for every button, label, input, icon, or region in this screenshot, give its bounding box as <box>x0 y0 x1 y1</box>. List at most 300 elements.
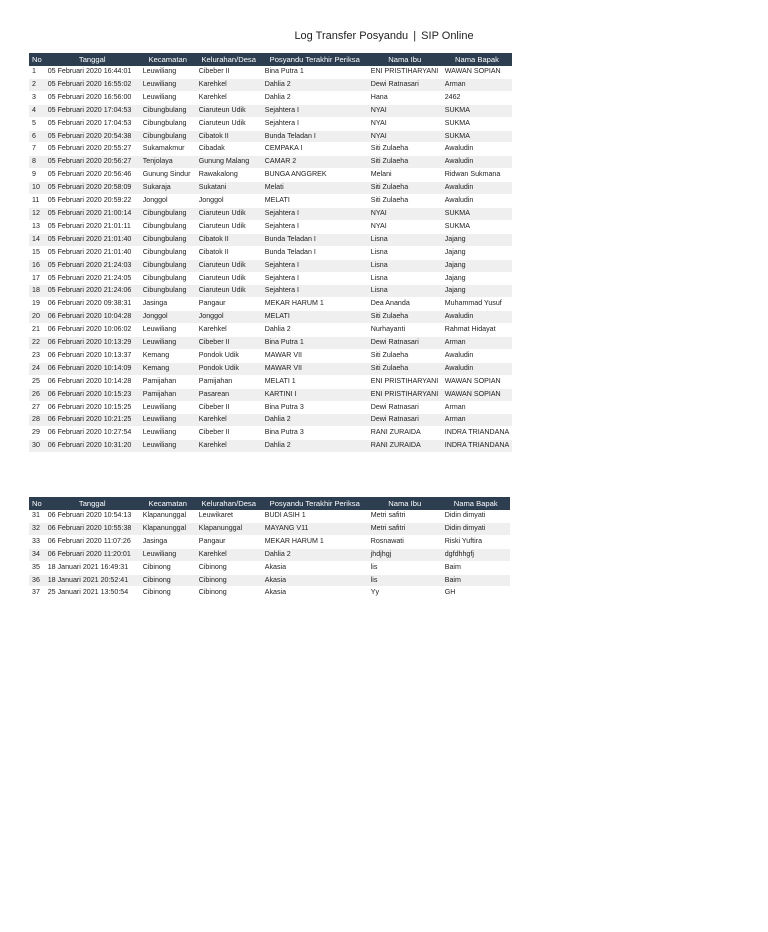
table-row <box>29 169 512 182</box>
cell-kelurahan: Cibadak <box>196 143 262 156</box>
cell-tanggal: 18 Januari 2021 16:49:31 <box>45 561 140 574</box>
cell-kecamatan: Jonggol <box>140 311 196 324</box>
cell-kelurahan: Cibatok II <box>196 130 262 143</box>
cell-nama-ibu: Siti Zulaeha <box>368 143 442 156</box>
cell-posyandu: MEKAR HARUM 1 <box>262 535 368 548</box>
cell-kelurahan: Karehkel <box>196 440 262 453</box>
cell-nama-bapak: SUKMA <box>442 130 513 143</box>
column-header-kecamatan: Kecamatan <box>140 53 196 66</box>
column-header-kecamatan: Kecamatan <box>140 497 196 510</box>
cell-posyandu: MAYANG V11 <box>262 522 368 535</box>
cell-tanggal: 18 Januari 2021 20:52:41 <box>45 574 140 587</box>
cell-tanggal: 05 Februari 2020 21:24:03 <box>45 259 140 272</box>
cell-no: 14 <box>29 233 45 246</box>
cell-no: 13 <box>29 220 45 233</box>
cell-nama-ibu: Metri safitri <box>368 522 442 535</box>
cell-nama-bapak: Awaludin <box>442 195 513 208</box>
cell-nama-ibu: Hana <box>368 91 442 104</box>
cell-kelurahan: Karehkel <box>196 78 262 91</box>
cell-posyandu: Bunda Teladan I <box>262 246 368 259</box>
cell-no: 29 <box>29 427 45 440</box>
cell-nama-bapak: Awaludin <box>442 311 513 324</box>
cell-tanggal: 06 Februari 2020 10:14:09 <box>45 362 140 375</box>
cell-posyandu: Akasia <box>262 561 368 574</box>
table-row <box>29 272 512 285</box>
cell-tanggal: 05 Februari 2020 20:58:09 <box>45 182 140 195</box>
table-row <box>29 414 512 427</box>
cell-kelurahan: Cibinong <box>196 561 262 574</box>
cell-kecamatan: Cibinong <box>140 587 196 600</box>
cell-kecamatan: Leuwiliang <box>140 427 196 440</box>
cell-nama-bapak: SUKMA <box>442 104 513 117</box>
cell-posyandu: Bina Putra 1 <box>262 66 368 78</box>
cell-tanggal: 05 Februari 2020 21:00:14 <box>45 207 140 220</box>
cell-posyandu: Dahlia 2 <box>262 440 368 453</box>
cell-kelurahan: Leuwikaret <box>196 510 262 522</box>
cell-kelurahan: Gunung Malang <box>196 156 262 169</box>
cell-tanggal: 05 Februari 2020 20:56:27 <box>45 156 140 169</box>
table-row <box>29 375 512 388</box>
cell-tanggal: 06 Februari 2020 10:04:28 <box>45 311 140 324</box>
cell-kelurahan: Karehkel <box>196 91 262 104</box>
cell-nama-ibu: ENI PRISTIHARYANI <box>368 388 442 401</box>
cell-no: 35 <box>29 561 45 574</box>
cell-nama-ibu: Dea Ananda <box>368 298 442 311</box>
cell-no: 30 <box>29 440 45 453</box>
cell-kecamatan: Pamijahan <box>140 375 196 388</box>
log-table-2 <box>29 497 510 600</box>
cell-kelurahan: Ciaruteun Udik <box>196 104 262 117</box>
cell-kecamatan: Cibungbulang <box>140 246 196 259</box>
cell-posyandu: KARTINI I <box>262 388 368 401</box>
table-row <box>29 548 510 561</box>
cell-kelurahan: Cibatok II <box>196 233 262 246</box>
cell-no: 16 <box>29 259 45 272</box>
table-row <box>29 298 512 311</box>
cell-nama-bapak: SUKMA <box>442 207 513 220</box>
cell-kelurahan: Cibinong <box>196 587 262 600</box>
cell-kecamatan: Leuwiliang <box>140 440 196 453</box>
cell-tanggal: 05 Februari 2020 17:04:53 <box>45 117 140 130</box>
cell-nama-bapak: Arman <box>442 414 513 427</box>
cell-posyandu: MAWAR VII <box>262 362 368 375</box>
cell-no: 8 <box>29 156 45 169</box>
cell-kecamatan: Leuwiliang <box>140 324 196 337</box>
cell-no: 18 <box>29 285 45 298</box>
cell-kecamatan: Cibungbulang <box>140 272 196 285</box>
cell-no: 25 <box>29 375 45 388</box>
cell-kelurahan: Ciaruteun Udik <box>196 207 262 220</box>
cell-kelurahan: Cibatok II <box>196 246 262 259</box>
cell-tanggal: 06 Februari 2020 10:06:02 <box>45 324 140 337</box>
cell-kelurahan: Pamijahan <box>196 375 262 388</box>
cell-kecamatan: Klapanunggal <box>140 510 196 522</box>
cell-nama-bapak: Ridwan Sukmana <box>442 169 513 182</box>
cell-kelurahan: Pangaur <box>196 298 262 311</box>
table-row <box>29 220 512 233</box>
cell-tanggal: 06 Februari 2020 10:14:28 <box>45 375 140 388</box>
cell-tanggal: 06 Februari 2020 09:38:31 <box>45 298 140 311</box>
cell-nama-ibu: ENI PRISTIHARYANI <box>368 375 442 388</box>
cell-no: 24 <box>29 362 45 375</box>
cell-tanggal: 05 Februari 2020 21:01:11 <box>45 220 140 233</box>
cell-nama-ibu: Siti Zulaeha <box>368 349 442 362</box>
cell-nama-bapak: INDRA TRIANDANA <box>442 427 513 440</box>
cell-kecamatan: Kemang <box>140 362 196 375</box>
cell-tanggal: 05 Februari 2020 20:59:22 <box>45 195 140 208</box>
cell-posyandu: CAMAR 2 <box>262 156 368 169</box>
cell-kecamatan: Cibungbulang <box>140 233 196 246</box>
cell-no: 15 <box>29 246 45 259</box>
table-row <box>29 207 512 220</box>
cell-kecamatan: Leuwiliang <box>140 66 196 78</box>
title-separator: | <box>413 30 417 42</box>
cell-tanggal: 05 Februari 2020 17:04:53 <box>45 104 140 117</box>
table-row <box>29 427 512 440</box>
cell-nama-bapak: SUKMA <box>442 220 513 233</box>
cell-no: 22 <box>29 337 45 350</box>
cell-kecamatan: Leuwiliang <box>140 414 196 427</box>
cell-posyandu: Dahlia 2 <box>262 324 368 337</box>
cell-nama-bapak: Jajang <box>442 272 513 285</box>
cell-nama-bapak: Muhammad Yusuf <box>442 298 513 311</box>
column-header-nama-bapak: Nama Bapak <box>442 53 513 66</box>
cell-kecamatan: Sukaraja <box>140 182 196 195</box>
table-row <box>29 78 512 91</box>
cell-no: 31 <box>29 510 45 522</box>
cell-nama-bapak: Jajang <box>442 233 513 246</box>
cell-nama-bapak: Awaludin <box>442 143 513 156</box>
cell-tanggal: 05 Februari 2020 21:24:05 <box>45 272 140 285</box>
cell-nama-ibu: Rosnawati <box>368 535 442 548</box>
cell-no: 1 <box>29 66 45 78</box>
cell-tanggal: 06 Februari 2020 10:15:25 <box>45 401 140 414</box>
cell-kelurahan: Pondok Udik <box>196 362 262 375</box>
table-row <box>29 195 512 208</box>
cell-kecamatan: Sukamakmur <box>140 143 196 156</box>
cell-nama-bapak: Awaludin <box>442 182 513 195</box>
cell-no: 19 <box>29 298 45 311</box>
cell-kelurahan: Rawakalong <box>196 169 262 182</box>
cell-no: 3 <box>29 91 45 104</box>
cell-nama-ibu: NYAI <box>368 104 442 117</box>
cell-nama-ibu: NYAI <box>368 220 442 233</box>
cell-posyandu: BUNGA ANGGREK <box>262 169 368 182</box>
cell-no: 11 <box>29 195 45 208</box>
cell-tanggal: 06 Februari 2020 10:27:54 <box>45 427 140 440</box>
table-row <box>29 574 510 587</box>
cell-nama-bapak: Rahmat Hidayat <box>442 324 513 337</box>
cell-nama-ibu: Siti Zulaeha <box>368 156 442 169</box>
table-row <box>29 587 510 600</box>
cell-kecamatan: Cibungbulang <box>140 130 196 143</box>
table-row <box>29 522 510 535</box>
table-row <box>29 156 512 169</box>
column-header-nama-ibu: Nama Ibu <box>368 53 442 66</box>
cell-posyandu: Bina Putra 3 <box>262 427 368 440</box>
cell-posyandu: Bina Putra 1 <box>262 337 368 350</box>
page-title-app: SIP Online <box>421 30 474 42</box>
table-row <box>29 510 510 522</box>
cell-tanggal: 05 Februari 2020 20:55:27 <box>45 143 140 156</box>
cell-nama-ibu: Siti Zulaeha <box>368 195 442 208</box>
cell-kelurahan: Karehkel <box>196 414 262 427</box>
cell-posyandu: Bunda Teladan I <box>262 130 368 143</box>
cell-posyandu: Sejahtera I <box>262 285 368 298</box>
cell-tanggal: 06 Februari 2020 10:13:29 <box>45 337 140 350</box>
table-row <box>29 561 510 574</box>
cell-kelurahan: Jonggol <box>196 311 262 324</box>
cell-kelurahan: Sukatani <box>196 182 262 195</box>
cell-kecamatan: Gunung Sindur <box>140 169 196 182</box>
cell-kelurahan: Karehkel <box>196 548 262 561</box>
cell-nama-ibu: Lisna <box>368 246 442 259</box>
column-header-tanggal: Tanggal <box>45 53 140 66</box>
cell-kecamatan: Leuwiliang <box>140 78 196 91</box>
cell-tanggal: 05 Februari 2020 21:24:06 <box>45 285 140 298</box>
cell-nama-ibu: Dewi Ratnasari <box>368 337 442 350</box>
cell-posyandu: Akasia <box>262 574 368 587</box>
cell-nama-ibu: RANI ZURAIDA <box>368 440 442 453</box>
cell-no: 32 <box>29 522 45 535</box>
table-row <box>29 130 512 143</box>
cell-no: 27 <box>29 401 45 414</box>
table-row <box>29 349 512 362</box>
table-row <box>29 143 512 156</box>
column-header-no: No <box>29 53 45 66</box>
cell-posyandu: MELATI 1 <box>262 375 368 388</box>
cell-no: 7 <box>29 143 45 156</box>
cell-tanggal: 06 Februari 2020 10:21:25 <box>45 414 140 427</box>
cell-kecamatan: Leuwiliang <box>140 337 196 350</box>
cell-nama-ibu: Melani <box>368 169 442 182</box>
cell-nama-bapak: Didin dimyati <box>442 522 510 535</box>
cell-kecamatan: Tenjolaya <box>140 156 196 169</box>
cell-nama-ibu: NYAI <box>368 130 442 143</box>
column-header-posyandu: Posyandu Terakhir Periksa <box>262 497 368 510</box>
table-row <box>29 66 512 78</box>
column-header-tanggal: Tanggal <box>45 497 140 510</box>
cell-nama-ibu: Siti Zulaeha <box>368 311 442 324</box>
cell-posyandu: Dahlia 2 <box>262 78 368 91</box>
cell-nama-bapak: Arman <box>442 337 513 350</box>
cell-posyandu: Akasia <box>262 587 368 600</box>
cell-nama-bapak: Riski Yuftira <box>442 535 510 548</box>
table-row <box>29 104 512 117</box>
cell-kelurahan: Cibeber II <box>196 401 262 414</box>
cell-kelurahan: Pasarean <box>196 388 262 401</box>
cell-nama-bapak: Jajang <box>442 246 513 259</box>
cell-tanggal: 06 Februari 2020 11:20:01 <box>45 548 140 561</box>
cell-nama-ibu: Siti Zulaeha <box>368 362 442 375</box>
cell-kelurahan: Pondok Udik <box>196 349 262 362</box>
cell-kelurahan: Ciaruteun Udik <box>196 117 262 130</box>
cell-nama-ibu: Dewi Ratnasari <box>368 78 442 91</box>
cell-kecamatan: Cibungbulang <box>140 259 196 272</box>
cell-kelurahan: Cibeber II <box>196 337 262 350</box>
cell-no: 4 <box>29 104 45 117</box>
cell-kelurahan: Jonggol <box>196 195 262 208</box>
cell-tanggal: 06 Februari 2020 10:54:13 <box>45 510 140 522</box>
cell-nama-bapak: WAWAN SOPIAN <box>442 388 513 401</box>
cell-posyandu: MELATI <box>262 311 368 324</box>
cell-no: 36 <box>29 574 45 587</box>
cell-no: 33 <box>29 535 45 548</box>
cell-no: 34 <box>29 548 45 561</box>
cell-kecamatan: Cibungbulang <box>140 285 196 298</box>
cell-kelurahan: Ciaruteun Udik <box>196 285 262 298</box>
cell-posyandu: Sejahtera I <box>262 104 368 117</box>
cell-tanggal: 25 Januari 2021 13:50:54 <box>45 587 140 600</box>
cell-nama-ibu: ENI PRISTIHARYANI <box>368 66 442 78</box>
cell-no: 17 <box>29 272 45 285</box>
cell-kelurahan: Karehkel <box>196 324 262 337</box>
column-header-nama-bapak: Nama Bapak <box>442 497 510 510</box>
cell-kecamatan: Pamijahan <box>140 388 196 401</box>
cell-no: 12 <box>29 207 45 220</box>
table-body <box>29 66 512 453</box>
cell-no: 26 <box>29 388 45 401</box>
cell-nama-bapak: Awaludin <box>442 349 513 362</box>
table-row <box>29 182 512 195</box>
cell-posyandu: Dahlia 2 <box>262 548 368 561</box>
cell-no: 21 <box>29 324 45 337</box>
cell-nama-ibu: Lisna <box>368 259 442 272</box>
table-row <box>29 246 512 259</box>
table-row <box>29 388 512 401</box>
cell-kecamatan: Cibinong <box>140 561 196 574</box>
cell-nama-bapak: Baim <box>442 574 510 587</box>
cell-kelurahan: Ciaruteun Udik <box>196 272 262 285</box>
column-header-posyandu: Posyandu Terakhir Periksa <box>262 53 368 66</box>
cell-kelurahan: Klapanunggal <box>196 522 262 535</box>
cell-no: 5 <box>29 117 45 130</box>
cell-nama-ibu: lis <box>368 574 442 587</box>
cell-nama-bapak: INDRA TRIANDANA <box>442 440 513 453</box>
cell-posyandu: MAWAR VII <box>262 349 368 362</box>
cell-no: 2 <box>29 78 45 91</box>
column-header-kelurahan: Kelurahan/Desa <box>196 497 262 510</box>
cell-posyandu: Sejahtera I <box>262 220 368 233</box>
cell-nama-ibu: Dewi Ratnasari <box>368 414 442 427</box>
cell-kecamatan: Jasinga <box>140 298 196 311</box>
log-table-1 <box>29 53 512 453</box>
cell-kecamatan: Cibungbulang <box>140 117 196 130</box>
table-row <box>29 324 512 337</box>
cell-kecamatan: Leuwiliang <box>140 401 196 414</box>
cell-nama-ibu: Lisna <box>368 233 442 246</box>
cell-kecamatan: Jasinga <box>140 535 196 548</box>
cell-posyandu: Bunda Teladan I <box>262 233 368 246</box>
cell-no: 20 <box>29 311 45 324</box>
cell-nama-ibu: Nurhayanti <box>368 324 442 337</box>
cell-nama-bapak: GH <box>442 587 510 600</box>
cell-no: 6 <box>29 130 45 143</box>
cell-kecamatan: Cibinong <box>140 574 196 587</box>
cell-kecamatan: Kemang <box>140 349 196 362</box>
cell-posyandu: MEKAR HARUM 1 <box>262 298 368 311</box>
cell-nama-ibu: Siti Zulaeha <box>368 182 442 195</box>
cell-posyandu: Sejahtera I <box>262 259 368 272</box>
page-title-main: Log Transfer Posyandu <box>294 30 409 42</box>
cell-kelurahan: Cibinong <box>196 574 262 587</box>
cell-posyandu: MELATI <box>262 195 368 208</box>
cell-kelurahan: Cibeber II <box>196 427 262 440</box>
cell-nama-bapak: Didin dimyati <box>442 510 510 522</box>
cell-nama-ibu: Metri safitri <box>368 510 442 522</box>
cell-posyandu: Sejahtera I <box>262 207 368 220</box>
table-row <box>29 285 512 298</box>
cell-tanggal: 05 Februari 2020 21:01:40 <box>45 246 140 259</box>
cell-tanggal: 06 Februari 2020 10:31:20 <box>45 440 140 453</box>
table-body <box>29 510 510 600</box>
cell-nama-bapak: 2462 <box>442 91 513 104</box>
cell-tanggal: 05 Februari 2020 16:55:02 <box>45 78 140 91</box>
table-row <box>29 362 512 375</box>
cell-kecamatan: Leuwiliang <box>140 548 196 561</box>
cell-tanggal: 06 Februari 2020 11:07:26 <box>45 535 140 548</box>
cell-tanggal: 05 Februari 2020 20:56:46 <box>45 169 140 182</box>
table-row <box>29 259 512 272</box>
cell-posyandu: CEMPAKA I <box>262 143 368 156</box>
table-row <box>29 91 512 104</box>
cell-tanggal: 05 Februari 2020 16:44:01 <box>45 66 140 78</box>
cell-kecamatan: Cibungbulang <box>140 220 196 233</box>
cell-posyandu: Sejahtera I <box>262 117 368 130</box>
cell-nama-ibu: NYAI <box>368 207 442 220</box>
cell-nama-ibu: Lisna <box>368 272 442 285</box>
cell-nama-ibu: lis <box>368 561 442 574</box>
cell-no: 10 <box>29 182 45 195</box>
cell-kecamatan: Cibungbulang <box>140 207 196 220</box>
cell-nama-bapak: Baim <box>442 561 510 574</box>
cell-nama-bapak: SUKMA <box>442 117 513 130</box>
page-title <box>0 30 768 42</box>
table-row <box>29 535 510 548</box>
cell-nama-bapak: dgfdhhgfj <box>442 548 510 561</box>
cell-no: 9 <box>29 169 45 182</box>
cell-kelurahan: Pangaur <box>196 535 262 548</box>
cell-nama-ibu: RANI ZURAIDA <box>368 427 442 440</box>
cell-tanggal: 06 Februari 2020 10:55:38 <box>45 522 140 535</box>
cell-tanggal: 06 Februari 2020 10:15:23 <box>45 388 140 401</box>
cell-nama-ibu: jhdjhgj <box>368 548 442 561</box>
cell-nama-bapak: WAWAN SOPIAN <box>442 66 513 78</box>
cell-posyandu: Dahlia 2 <box>262 91 368 104</box>
table-row <box>29 337 512 350</box>
cell-kelurahan: Ciaruteun Udik <box>196 220 262 233</box>
cell-tanggal: 06 Februari 2020 10:13:37 <box>45 349 140 362</box>
column-header-no: No <box>29 497 45 510</box>
cell-tanggal: 05 Februari 2020 16:56:00 <box>45 91 140 104</box>
table-row <box>29 440 512 453</box>
cell-nama-ibu: Dewi Ratnasari <box>368 401 442 414</box>
cell-posyandu: BUDI ASIH 1 <box>262 510 368 522</box>
table-header-row <box>29 497 510 510</box>
table-row <box>29 311 512 324</box>
table-header-row <box>29 53 512 66</box>
cell-nama-bapak: Arman <box>442 401 513 414</box>
cell-kecamatan: Klapanunggal <box>140 522 196 535</box>
table-row <box>29 233 512 246</box>
cell-nama-bapak: Jajang <box>442 259 513 272</box>
cell-kelurahan: Cibeber II <box>196 66 262 78</box>
cell-tanggal: 05 Februari 2020 21:01:40 <box>45 233 140 246</box>
cell-posyandu: Dahlia 2 <box>262 414 368 427</box>
table-row <box>29 401 512 414</box>
cell-no: 37 <box>29 587 45 600</box>
column-header-nama-ibu: Nama Ibu <box>368 497 442 510</box>
